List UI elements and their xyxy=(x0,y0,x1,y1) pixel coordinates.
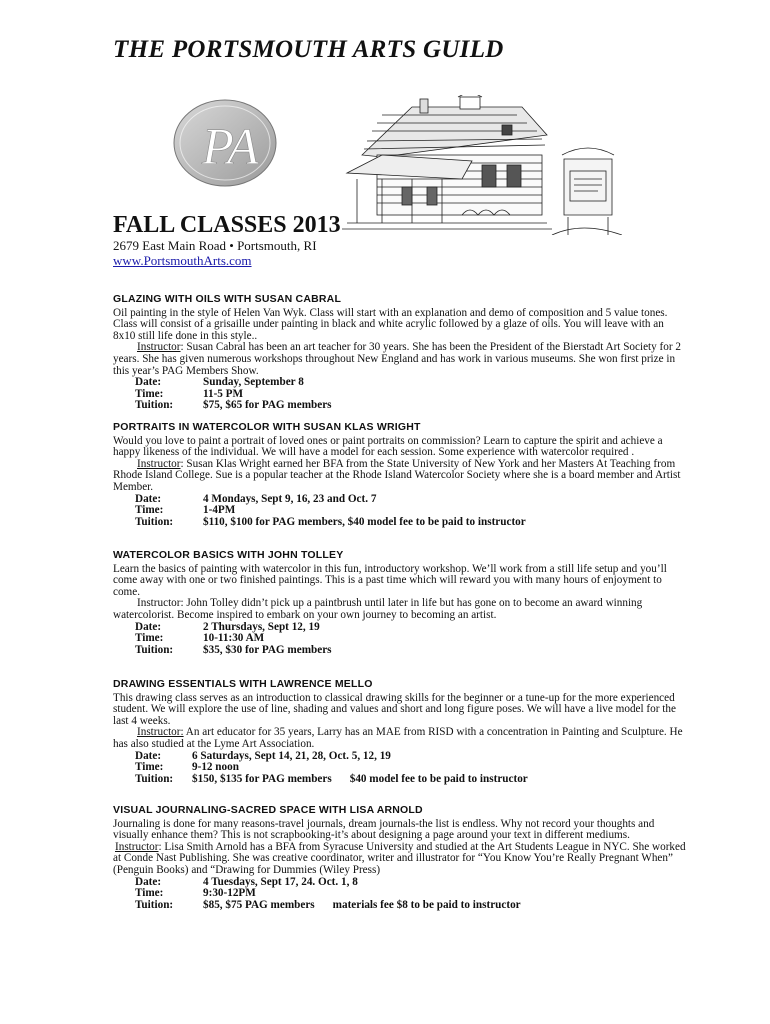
date-row xyxy=(113,494,688,506)
class-section xyxy=(113,294,688,412)
date-value: 2 Thursdays, Sept 12, 19 xyxy=(203,620,320,633)
tuition-row xyxy=(113,900,688,912)
website-link[interactable]: www.PortsmouthArts.com xyxy=(113,253,252,268)
tuition-row xyxy=(113,774,688,786)
date-value: 6 Saturdays, Sept 14, 21, 28, Oct. 5, 12, 19 xyxy=(192,749,391,762)
tuition-label: Tuition: xyxy=(135,772,174,785)
instructor-bio xyxy=(113,342,688,377)
class-description: Journaling is done for many reasons-travel journals, dream journals-the list is endless. Why not record your thoughts and visually enhance them? This is not scrapbooking-it’s about designing a page around your text in different mediums. xyxy=(113,817,655,842)
time-row xyxy=(113,633,688,645)
date-row xyxy=(113,377,688,389)
instructor-text: : Susan Klas Wright earned her BFA from the State University of New York and her Masters At Teaching from Rhode Island College. Sue is a popular teacher at the Rhode Island Watercolor Society where she is a board member and Artist Member. xyxy=(113,457,681,493)
time-label: Time: xyxy=(135,632,164,645)
tuition-row xyxy=(113,645,688,657)
class-section xyxy=(113,679,688,785)
time-label: Time: xyxy=(135,504,164,517)
instructor-label: Instructor xyxy=(137,341,181,354)
class-title: PORTRAITS IN WATERCOLOR WITH SUSAN KLAS WRIGHT xyxy=(113,421,421,433)
time-row xyxy=(113,505,688,517)
tuition-label: Tuition: xyxy=(135,643,174,656)
class-description: This drawing class serves as an introduction to classical drawing skills for the beginner or a tune-up for the more experienced student. We will explore the use of line, shading and values and short and long figure poses. We will have a live model for the last 4 weeks. xyxy=(113,691,676,727)
time-row xyxy=(113,888,688,900)
tuition-value: $85, $75 PAG members xyxy=(203,898,315,911)
guild-house-illustration xyxy=(342,95,622,235)
class-title: GLAZING WITH OILS WITH SUSAN CABRAL xyxy=(113,293,342,305)
time-label: Time: xyxy=(135,887,164,900)
tuition-label: Tuition: xyxy=(135,515,174,528)
class-description: Oil painting in the style of Helen Van Wyk. Class will start with an explanation and demo of composition and 5 value tones. Class will consist of a grisaille under painting in black and white acrylic followed by a glaze of oils. You will leave with an 8x10 still life done in this style.. xyxy=(113,306,668,342)
instructor-label: Instructor xyxy=(137,457,181,470)
tuition-value: $75, $65 for PAG members xyxy=(203,399,332,412)
tuition-label: Tuition: xyxy=(135,898,174,911)
date-row xyxy=(113,877,688,889)
time-label: Time: xyxy=(135,387,164,400)
time-row xyxy=(113,389,688,401)
page-title: THE PORTSMOUTH ARTS GUILD xyxy=(113,36,504,63)
tuition-extra: $40 model fee to be paid to instructor xyxy=(349,772,528,785)
time-value: 9:30-12PM xyxy=(203,887,256,900)
class-title: WATERCOLOR BASICS WITH JOHN TOLLEY xyxy=(113,549,344,561)
class-section xyxy=(113,550,688,656)
date-label: Date: xyxy=(135,492,162,505)
tuition-row xyxy=(113,517,688,529)
date-label: Date: xyxy=(135,749,162,762)
date-value: 4 Mondays, Sept 9, 16, 23 and Oct. 7 xyxy=(203,492,377,505)
instructor-text: Instructor: John Tolley didn’t pick up a paintbrush until later in life but has gone on to become an award winning watercolorist. Become inspired to embark on your own journey to becoming an artist. xyxy=(113,597,643,621)
address: 2679 East Main Road • Portsmouth, RI xyxy=(113,238,317,253)
instructor-bio xyxy=(113,727,688,750)
instructor-bio xyxy=(113,842,688,877)
time-row xyxy=(113,762,688,774)
time-label: Time: xyxy=(135,761,164,774)
tuition-value: $110, $100 for PAG members, $40 model fee to be paid to instructor xyxy=(203,515,526,528)
tuition-value: $35, $30 for PAG members xyxy=(203,643,332,656)
tuition-value: $150, $135 for PAG members xyxy=(192,772,332,785)
date-label: Date: xyxy=(135,875,162,888)
class-section xyxy=(113,422,688,528)
tuition-row xyxy=(113,400,688,412)
instructor-label: Instructor xyxy=(115,840,159,853)
fall-classes-title: FALL CLASSES 2013 xyxy=(113,212,341,238)
class-description: Learn the basics of painting with watercolor in this fun, introductory workshop. We’ll work from a still life setup and you’ll come away with one or two finished paintings. This is a past time which will reward you with many hours of enjoyment to come. xyxy=(113,562,667,598)
date-row xyxy=(113,622,688,634)
time-value: 11-5 PM xyxy=(203,387,244,400)
date-value: 4 Tuesdays, Sept 17, 24. Oct. 1, 8 xyxy=(203,875,358,888)
instructor-bio xyxy=(113,598,688,621)
instructor-bio xyxy=(113,459,688,494)
instructor-text: : Susan Cabral has been an art teacher for 30 years. She has been the President of the Bierstadt Art Society for 2 years. She has given numerous workshops throughout New England and has work in various museums. She won first prize in this year’s PAG Members Show. xyxy=(113,341,681,377)
date-value: Sunday, September 8 xyxy=(203,376,304,389)
instructor-text: : Lisa Smith Arnold has a BFA from Syracuse University and studied at the Art Students League in NYC. She worked at Conde Nast Publishing. She was creative coordinator, writer and illustrator for “You Know You’re Really Pregnant When” (Penguin Books) and “Drawing for Dummies (Wiley Press) xyxy=(113,840,686,876)
time-value: 9-12 noon xyxy=(192,761,239,774)
class-description: Would you love to paint a portrait of loved ones or paint portraits on commission? Learn to capture the spirit and achieve a happy likeness of the individual. We will have a model for each session. Some experience with watercolor required . xyxy=(113,434,663,459)
guild-logo xyxy=(172,98,278,188)
time-value: 1-4PM xyxy=(203,504,236,517)
date-label: Date: xyxy=(135,376,162,389)
instructor-text: An art educator for 35 years, Larry has an MAE from RISD with a concentration in Painting and Sculpture. He has also studied at the Lyme Art Association. xyxy=(113,726,683,750)
instructor-label: Instructor: xyxy=(137,726,184,739)
class-title: DRAWING ESSENTIALS WITH LAWRENCE MELLO xyxy=(113,678,373,690)
class-section xyxy=(113,805,688,911)
class-title: VISUAL JOURNALING-SACRED SPACE WITH LISA ARNOLD xyxy=(113,804,423,816)
logo-monogram: PA xyxy=(202,119,259,176)
tuition-label: Tuition: xyxy=(135,399,174,412)
tuition-extra: materials fee $8 to be paid to instructor xyxy=(332,898,521,911)
date-label: Date: xyxy=(135,620,162,633)
time-value: 10-11:30 AM xyxy=(203,632,265,645)
